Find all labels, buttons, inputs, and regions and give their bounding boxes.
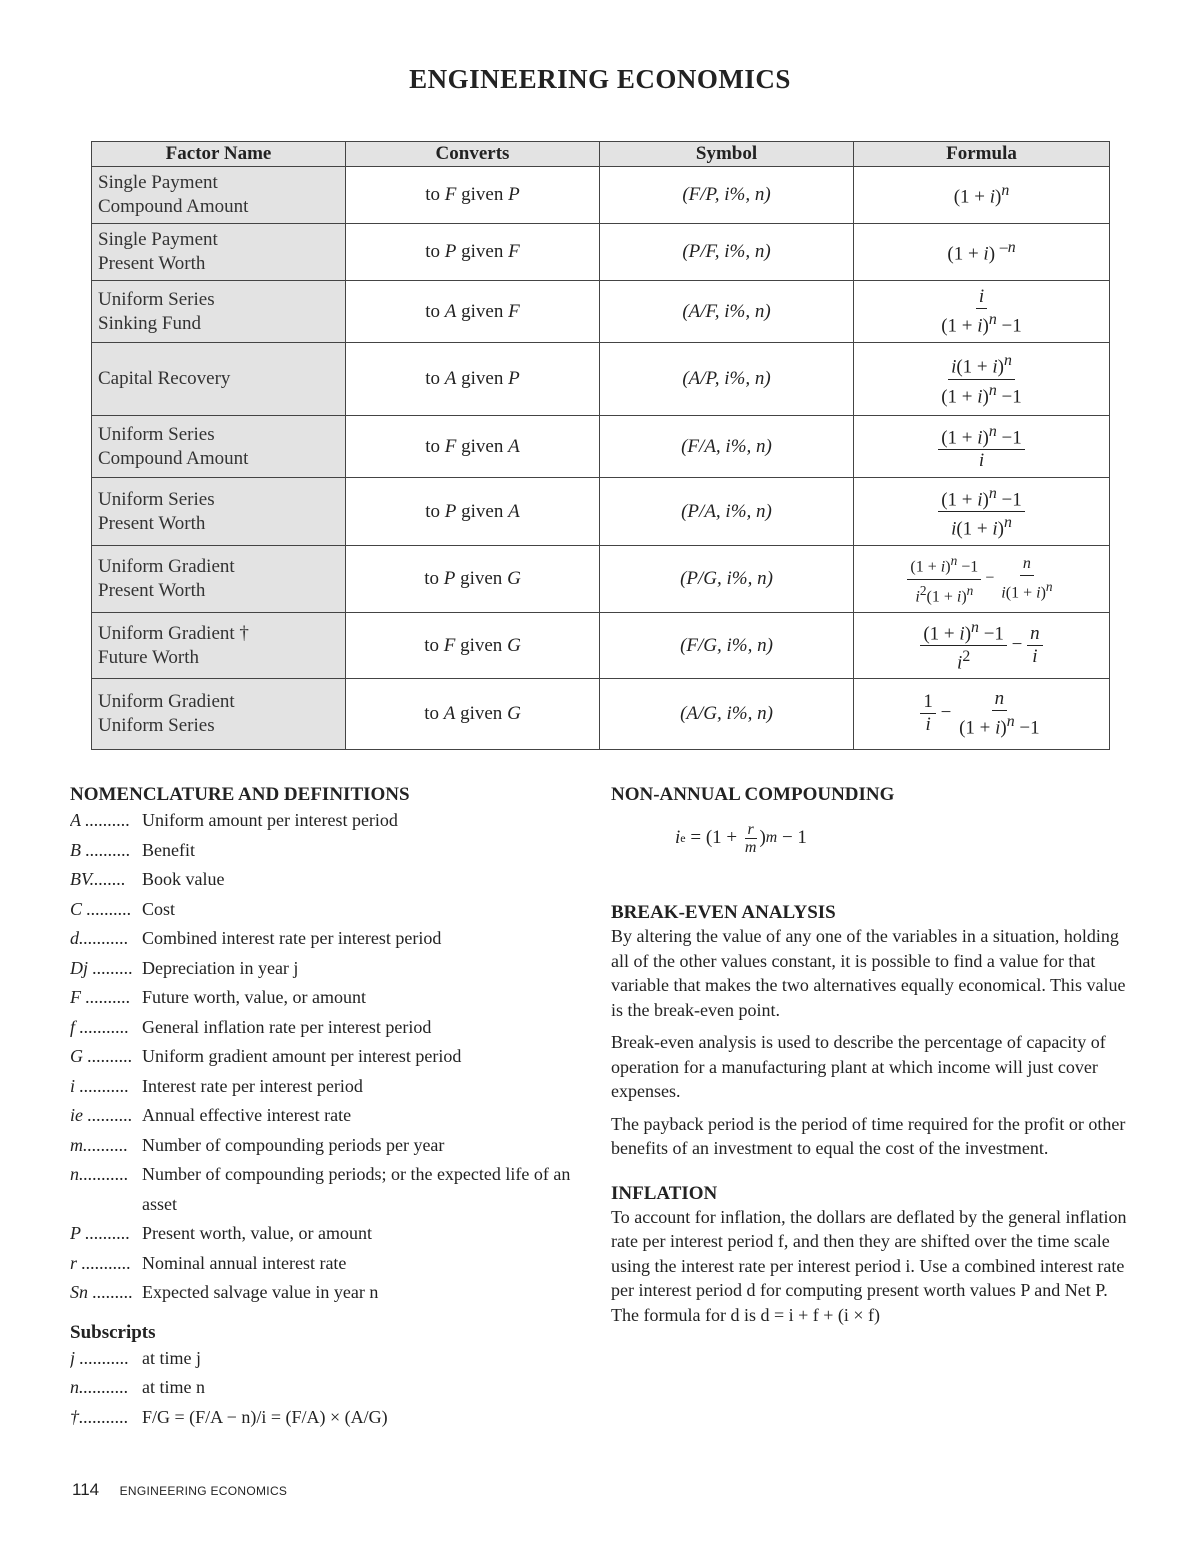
- definition-text: at time n: [142, 1377, 205, 1397]
- factor-name-line1: Single Payment: [98, 172, 218, 193]
- table-row: [92, 416, 1110, 478]
- header-factor-name: Factor Name: [92, 142, 346, 167]
- factor-name-line1: Uniform Series: [98, 288, 215, 310]
- definition-term: ie ..........: [70, 1105, 133, 1125]
- factor-name-line2: Uniform Series: [98, 715, 215, 736]
- definition-row: [70, 1101, 590, 1131]
- definition-text: Future worth, value, or amount: [142, 987, 366, 1007]
- definition-text: Expected salvage value in year n: [142, 1282, 379, 1302]
- factor-name: [92, 281, 346, 343]
- definition-row: [70, 983, 590, 1013]
- definition-row: [70, 1219, 590, 1249]
- definition-term: Sn .........: [70, 1282, 133, 1302]
- definition-term: G ..........: [70, 1046, 133, 1066]
- definition-text: Uniform amount per interest period: [142, 810, 398, 830]
- formula-cell: (1 + i) $^{-n}$: [854, 224, 1110, 281]
- factor-name: [92, 416, 346, 478]
- factor-name-line2: Present Worth: [98, 512, 206, 534]
- symbol-cell: (P/F, i%, n): [600, 224, 854, 281]
- definition-text: Number of compounding periods per year: [142, 1134, 445, 1155]
- break-even-paragraph-1: By altering the value of any one of the variables in a situation, holding all of the other values constant, it is possible to find a value for that variable that makes the two alternatives equally economical. This value is the break-even point.: [611, 926, 1126, 1020]
- formula-cell: $\frac{i(1 + i)^n}{(1 + i)^n -1}$: [854, 343, 1110, 416]
- factor-table: [91, 141, 1110, 750]
- definition-term: d...........: [70, 928, 129, 948]
- definition-row: [70, 865, 590, 895]
- symbol-cell: (F/A, i%, n): [600, 416, 854, 478]
- converts-cell: to F given A: [346, 416, 600, 478]
- definition-term: j ...........: [70, 1347, 130, 1368]
- factor-name: [92, 167, 346, 224]
- definition-row: [70, 1072, 590, 1102]
- definition-row: [70, 1013, 590, 1043]
- page-footer: [72, 1480, 287, 1500]
- nomenclature-heading: NOMENCLATURE AND DEFINITIONS: [70, 784, 410, 805]
- definition-row: [70, 1042, 590, 1072]
- symbol-cell: (A/G, i%, n): [600, 679, 854, 750]
- definition-term: r ...........: [70, 1252, 132, 1273]
- formula-cell: $\frac{(1 + i)^n -1}{i(1 + i)^n}$: [854, 478, 1110, 546]
- table-row: [92, 167, 1110, 224]
- symbol-cell: (F/G, i%, n): [600, 613, 854, 679]
- definition-text: Annual effective interest rate: [142, 1105, 352, 1125]
- symbol-cell: (P/G, i%, n): [600, 546, 854, 613]
- factor-name-line2: Compound Amount: [98, 196, 249, 217]
- definition-term: A ..........: [70, 810, 131, 830]
- definition-row: [70, 1278, 590, 1308]
- definition-term: B ..........: [70, 839, 131, 860]
- table-row: [92, 224, 1110, 281]
- definition-text: F/G = (F/A − n)/i = (F/A) × (A/G): [142, 1406, 388, 1427]
- header-converts: Converts: [346, 142, 600, 167]
- definition-row: [70, 1344, 590, 1374]
- converts-cell: to A given P: [346, 343, 600, 416]
- formula-cell: $\frac{(1 + i)^n -1}{i^2(1 + i)^n}$ − $\frac{n}{i(1 + i)^n}$: [854, 546, 1110, 613]
- subscripts-list: [70, 1344, 590, 1433]
- definition-text: Number of compounding periods; or the expected life of an asset: [142, 1164, 571, 1214]
- factor-name: [92, 679, 346, 750]
- factor-name-line1: Capital Recovery: [98, 368, 231, 389]
- definition-row: [70, 1160, 590, 1219]
- definition-term: n...........: [70, 1377, 129, 1397]
- factor-name-line1: Uniform Gradient: [98, 691, 235, 712]
- factor-name-line1: Uniform Series: [98, 423, 215, 445]
- definition-text: Combined interest rate per interest period: [142, 928, 442, 948]
- converts-cell: to A given G: [346, 679, 600, 750]
- definition-term: f ...........: [70, 1016, 130, 1037]
- definition-term: i ...........: [70, 1075, 130, 1096]
- footer-label: ENGINEERING ECONOMICS: [119, 1484, 288, 1498]
- table-row: [92, 679, 1110, 750]
- factor-name-line2: Present Worth: [98, 253, 206, 274]
- converts-cell: to A given F: [346, 281, 600, 343]
- table-header-row: [92, 142, 1110, 167]
- definition-text: Benefit: [142, 839, 195, 860]
- formula-cell: $\frac{(1 + i)^n -1}{i}$: [854, 416, 1110, 478]
- definition-term: F ..........: [70, 987, 131, 1007]
- definition-text: Uniform gradient amount per interest period: [142, 1046, 462, 1066]
- table-row: [92, 546, 1110, 613]
- factor-name-line2: Sinking Fund: [98, 312, 201, 334]
- definition-text: Interest rate per interest period: [142, 1075, 363, 1096]
- factor-name-line1: Uniform Gradient: [98, 556, 235, 577]
- definition-text: Book value: [142, 869, 225, 889]
- converts-cell: to P given A: [346, 478, 600, 546]
- definition-row: [70, 1403, 590, 1433]
- definition-term: m..........: [70, 1134, 128, 1155]
- converts-cell: to P given G: [346, 546, 600, 613]
- definition-row: [70, 1373, 590, 1403]
- factor-name: [92, 546, 346, 613]
- symbol-cell: (A/F, i%, n): [600, 281, 854, 343]
- right-column: [611, 784, 1136, 1327]
- factor-name: [92, 478, 346, 546]
- formula-cell: $\frac{1}{i}$ − $\frac{n}{(1 + i)^n -1}$: [854, 679, 1110, 750]
- definition-row: [70, 1249, 590, 1279]
- nomenclature-section: [70, 784, 590, 1432]
- symbol-cell: (F/P, i%, n): [600, 167, 854, 224]
- factor-name-line1: Single Payment: [98, 229, 218, 250]
- break-even-paragraph-2: Break-even analysis is used to describe the percentage of capacity of operation for a manufacturing plant at which income will just cover expenses.: [611, 1032, 1106, 1101]
- formula-cell: $\frac{(1 + i)^n -1}{i^2}$ − $\frac{n}{i}$: [854, 613, 1110, 679]
- definition-term: n...........: [70, 1164, 129, 1184]
- definition-text: Nominal annual interest rate: [142, 1252, 347, 1273]
- inflation-heading: INFLATION: [611, 1182, 718, 1204]
- factor-name-line1: Uniform Series: [98, 488, 215, 510]
- definition-row: [70, 954, 590, 984]
- definition-term: †...........: [70, 1406, 129, 1427]
- break-even-heading: BREAK-EVEN ANALYSIS: [611, 902, 836, 923]
- factor-name: [92, 224, 346, 281]
- formula-cell: $(1 + i)^n$: [854, 167, 1110, 224]
- break-even-paragraph-3: The payback period is the period of time required for the profit or other benefits of an investment to equal the cost of the investment.: [611, 1113, 1126, 1158]
- factor-name-line2: Present Worth: [98, 580, 206, 601]
- definition-row: [70, 806, 590, 836]
- converts-cell: to F given P: [346, 167, 600, 224]
- factor-name-line2: Future Worth: [98, 646, 200, 668]
- definition-text: Depreciation in year j: [142, 957, 299, 978]
- definition-row: [70, 895, 590, 925]
- definition-text: Present worth, value, or amount: [142, 1223, 372, 1243]
- nomenclature-list: [70, 806, 590, 1308]
- page-title: ENGINEERING ECONOMICS: [409, 64, 791, 94]
- table-row: [92, 343, 1110, 416]
- converts-cell: to P given F: [346, 224, 600, 281]
- factor-name: [92, 613, 346, 679]
- factor-name-line1: Uniform Gradient †: [98, 622, 249, 644]
- inflation-paragraph-2: The formula for d is d = i + f + (i × f): [611, 1304, 881, 1325]
- table-row: [92, 281, 1110, 343]
- definition-row: [70, 836, 590, 866]
- symbol-cell: (P/A, i%, n): [600, 478, 854, 546]
- definition-text: General inflation rate per interest period: [142, 1016, 432, 1037]
- table-row: [92, 478, 1110, 546]
- non-annual-formula: i e = (1 + $\frac{r}{m}$ ) m − 1: [675, 820, 807, 856]
- definition-row: [70, 1131, 590, 1161]
- definition-text: at time j: [142, 1347, 201, 1368]
- inflation-paragraph-1: To account for inflation, the dollars are deflated by the general inflation rate per interest period f, and then they are shifted over the time scale using the interest rate per interest period i. Use a combined interest rate per interest period d for computing present worth values P and Net P.: [611, 1206, 1127, 1300]
- subscripts-heading: Subscripts: [70, 1321, 156, 1343]
- table-row: [92, 613, 1110, 679]
- definition-term: C ..........: [70, 898, 132, 919]
- symbol-cell: (A/P, i%, n): [600, 343, 854, 416]
- non-annual-heading: NON-ANNUAL COMPOUNDING: [611, 784, 895, 805]
- definition-term: Dj .........: [70, 957, 133, 978]
- factor-name: [92, 343, 346, 416]
- definition-term: P ..........: [70, 1223, 131, 1243]
- header-formula: Formula: [854, 142, 1110, 167]
- header-symbol: Symbol: [600, 142, 854, 167]
- definition-text: Cost: [142, 898, 176, 919]
- definition-row: [70, 924, 590, 954]
- formula-cell: $\frac{i}{(1 + i)^n -1}$: [854, 281, 1110, 343]
- page-number: 114: [72, 1480, 100, 1499]
- definition-term: BV........: [70, 869, 126, 889]
- factor-name-line2: Compound Amount: [98, 447, 249, 469]
- converts-cell: to F given G: [346, 613, 600, 679]
